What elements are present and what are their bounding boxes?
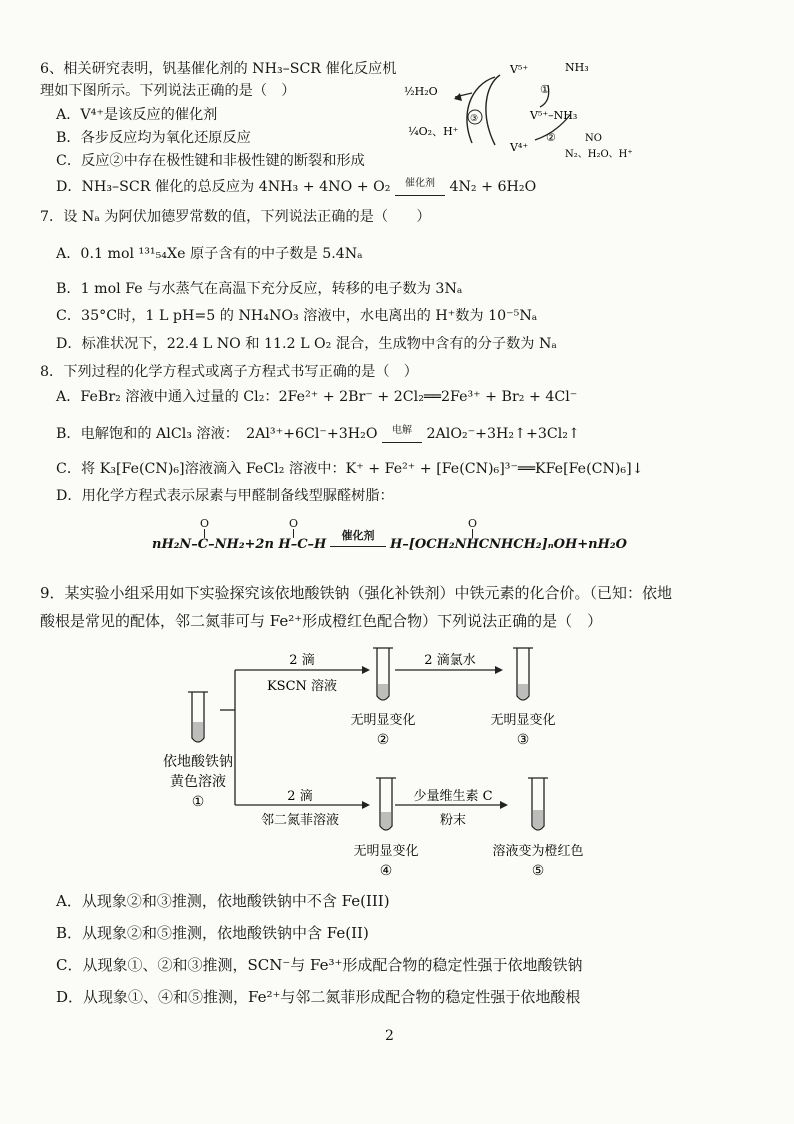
tube-3-label: 无明显变化 — [490, 713, 556, 728]
q8-resin-equation — [152, 517, 632, 561]
start-label-2: 黄色溶液 — [170, 774, 226, 790]
tube-3-num: ③ — [516, 732, 530, 748]
eq-arrow — [330, 546, 386, 547]
top-reagent-3: 2 滴氯水 — [424, 653, 476, 668]
cycle-step2: ② — [546, 131, 556, 144]
tube-5-label: 溶液变为橙红色 — [492, 844, 584, 859]
eq-reactants: nH₂N–C–NH₂+2n H–C–H — [152, 537, 327, 552]
bottom-reagent-4: 粉末 — [439, 813, 467, 828]
q7-option-b: B．1 mol Fe 与水蒸气在高温下充分反应，转移的电子数为 3Nₐ — [56, 281, 463, 297]
formaldehyde-carbonyl-o: O — [289, 517, 299, 530]
test-tube-5-icon — [528, 778, 548, 830]
tube-4-label: 无明显变化 — [353, 844, 419, 859]
test-tube-1-icon — [188, 692, 208, 742]
test-tube-4-icon — [376, 778, 396, 830]
urea-carbonyl-o: O — [200, 517, 210, 530]
top-reagent-2: KSCN 溶液 — [266, 679, 338, 694]
q7-option-d: D．标准状况下，22.4 L NO 和 11.2 L O₂ 混合，生成物中含有的分子数为 Nₐ — [56, 336, 557, 352]
q8-stem: 8．下列过程的化学方程式或离子方程式书写正确的是（ ） — [40, 364, 418, 380]
cycle-inner-arc — [486, 75, 500, 145]
eq-products: H–[OCH₂NHCNHCH₂]ₙOH+nH₂O — [390, 537, 627, 552]
q8-option-b-left: B．电解饱和的 AlCl₃ 溶液： 2Al³⁺+6Cl⁻+3H₂O — [56, 426, 378, 442]
q9-experiment-diagram — [140, 640, 620, 880]
cycle-nh3: NH₃ — [565, 61, 589, 74]
q9-option-d: D．从现象①、④和⑤推测，Fe²⁺与邻二氮菲形成配合物的稳定性强于依地酸根 — [56, 988, 581, 1006]
tube-4-num: ④ — [379, 863, 393, 879]
q6-option-d-right: 4N₂ + 6H₂O — [449, 179, 537, 195]
q8-option-a: A．FeBr₂ 溶液中通入过量的 Cl₂：2Fe²⁺ + 2Br⁻ + 2Cl₂══2Fe³⁺ + Br₂ + 4Cl⁻ — [56, 389, 578, 405]
cycle-step1: ① — [540, 83, 550, 96]
q7-stem: 7．设 Nₐ 为阿伏加德罗常数的值，下列说法正确的是（ ） — [40, 209, 431, 225]
cycle-h2o: ½H₂O — [404, 85, 438, 98]
resin-carbonyl-o: O — [468, 517, 478, 530]
q6-stem-line2: 理如下图所示。下列说法正确的是（ ） — [40, 83, 296, 99]
start-num: ① — [191, 794, 205, 810]
q9-stem-line1: 9．某实验小组采用如下实验探究该依地酸铁钠（强化补铁剂）中铁元素的化合价。（已知：依地 — [40, 584, 673, 602]
q6-option-a: A．V⁴⁺是该反应的催化剂 — [56, 107, 218, 123]
q8-electrolysis-arrow — [382, 425, 422, 443]
cycle-complex: V⁵⁺–NH₃ — [530, 109, 578, 122]
q8-option-b — [56, 425, 580, 443]
eq-catalyst-label: 催化剂 — [341, 529, 375, 542]
q7-option-c: C．35°C时，1 L pH=5 的 NH₄NO₃ 溶液中，水电离出的 H⁺数为 10⁻⁵Nₐ — [56, 308, 538, 324]
q6-option-b: B．各步反应均为氧化还原反应 — [56, 130, 251, 146]
q6-cycle-diagram — [400, 55, 650, 165]
bottom-reagent-2: 邻二氮菲溶液 — [260, 813, 340, 828]
q8-option-c: C．将 K₃[Fe(CN)₆]溶液滴入 FeCl₂ 溶液中：K⁺ + Fe²⁺ + [Fe(CN)₆]³⁻══KFe[Fe(CN)₆]↓ — [56, 461, 644, 477]
test-tube-2-icon — [373, 648, 393, 700]
cycle-o2: ¼O₂、H⁺ — [408, 125, 459, 138]
test-tube-3-icon — [513, 648, 533, 700]
cycle-step3: ③ — [470, 114, 479, 124]
bottom-reagent-1: 2 滴 — [287, 789, 313, 804]
arrow-bottom-2-head-icon — [500, 801, 508, 809]
q6-catalyst-label: 催化剂 — [404, 178, 435, 189]
q8-option-d: D．用化学方程式表示尿素与甲醛制备线型脲醛树脂： — [56, 488, 394, 504]
q8-electrolysis-label: 电解 — [392, 425, 412, 436]
cycle-v5-top: V⁵⁺ — [510, 63, 529, 76]
q6-option-c: C．反应②中存在极性键和非极性键的断裂和形成 — [56, 153, 365, 169]
start-label-1: 依地酸铁钠 — [163, 754, 233, 770]
tube-2-label: 无明显变化 — [350, 713, 416, 728]
q6-catalyst-arrow — [395, 178, 445, 196]
q7-option-a: A．0.1 mol ¹³¹₅₄Xe 原子含有的中子数是 5.4Nₐ — [56, 246, 363, 262]
cycle-products: N₂、H₂O、H⁺ — [565, 149, 633, 160]
q9-stem-line2: 酸根是常见的配体，邻二氮菲可与 Fe²⁺形成橙红色配合物）下列说法正确的是（ ） — [40, 612, 603, 630]
bottom-reagent-3: 少量维生素 C — [413, 789, 493, 804]
q9-option-b: B．从现象②和⑤推测，依地酸铁钠中含 Fe(II) — [56, 924, 369, 942]
tube-5-num: ⑤ — [531, 863, 545, 879]
q9-option-c: C．从现象①、②和③推测，SCN⁻与 Fe³⁺形成配合物的稳定性强于依地酸铁钠 — [56, 956, 583, 974]
arrow-top-1-head-icon — [362, 666, 370, 674]
arrow-top-2-head-icon — [495, 666, 503, 674]
q9-option-a: A．从现象②和③推测，依地酸铁钠中不含 Fe(III) — [56, 892, 390, 910]
cycle-v4: V⁴⁺ — [510, 141, 529, 154]
q6-stem-line1: 6、相关研究表明，钒基催化剂的 NH₃–SCR 催化反应机 — [40, 61, 397, 77]
q6-option-d — [56, 178, 536, 196]
top-reagent-1: 2 滴 — [289, 653, 315, 668]
tube-2-num: ② — [376, 732, 390, 748]
q6-option-d-left: D．NH₃–SCR 催化的总反应为 4NH₃ + 4NO + O₂ — [56, 179, 391, 195]
page-number: 2 — [385, 1028, 394, 1044]
arrow-bottom-1-head-icon — [362, 801, 370, 809]
cycle-no: NO — [585, 133, 602, 144]
q8-option-b-right: 2AlO₂⁻+3H₂↑+3Cl₂↑ — [426, 426, 580, 442]
